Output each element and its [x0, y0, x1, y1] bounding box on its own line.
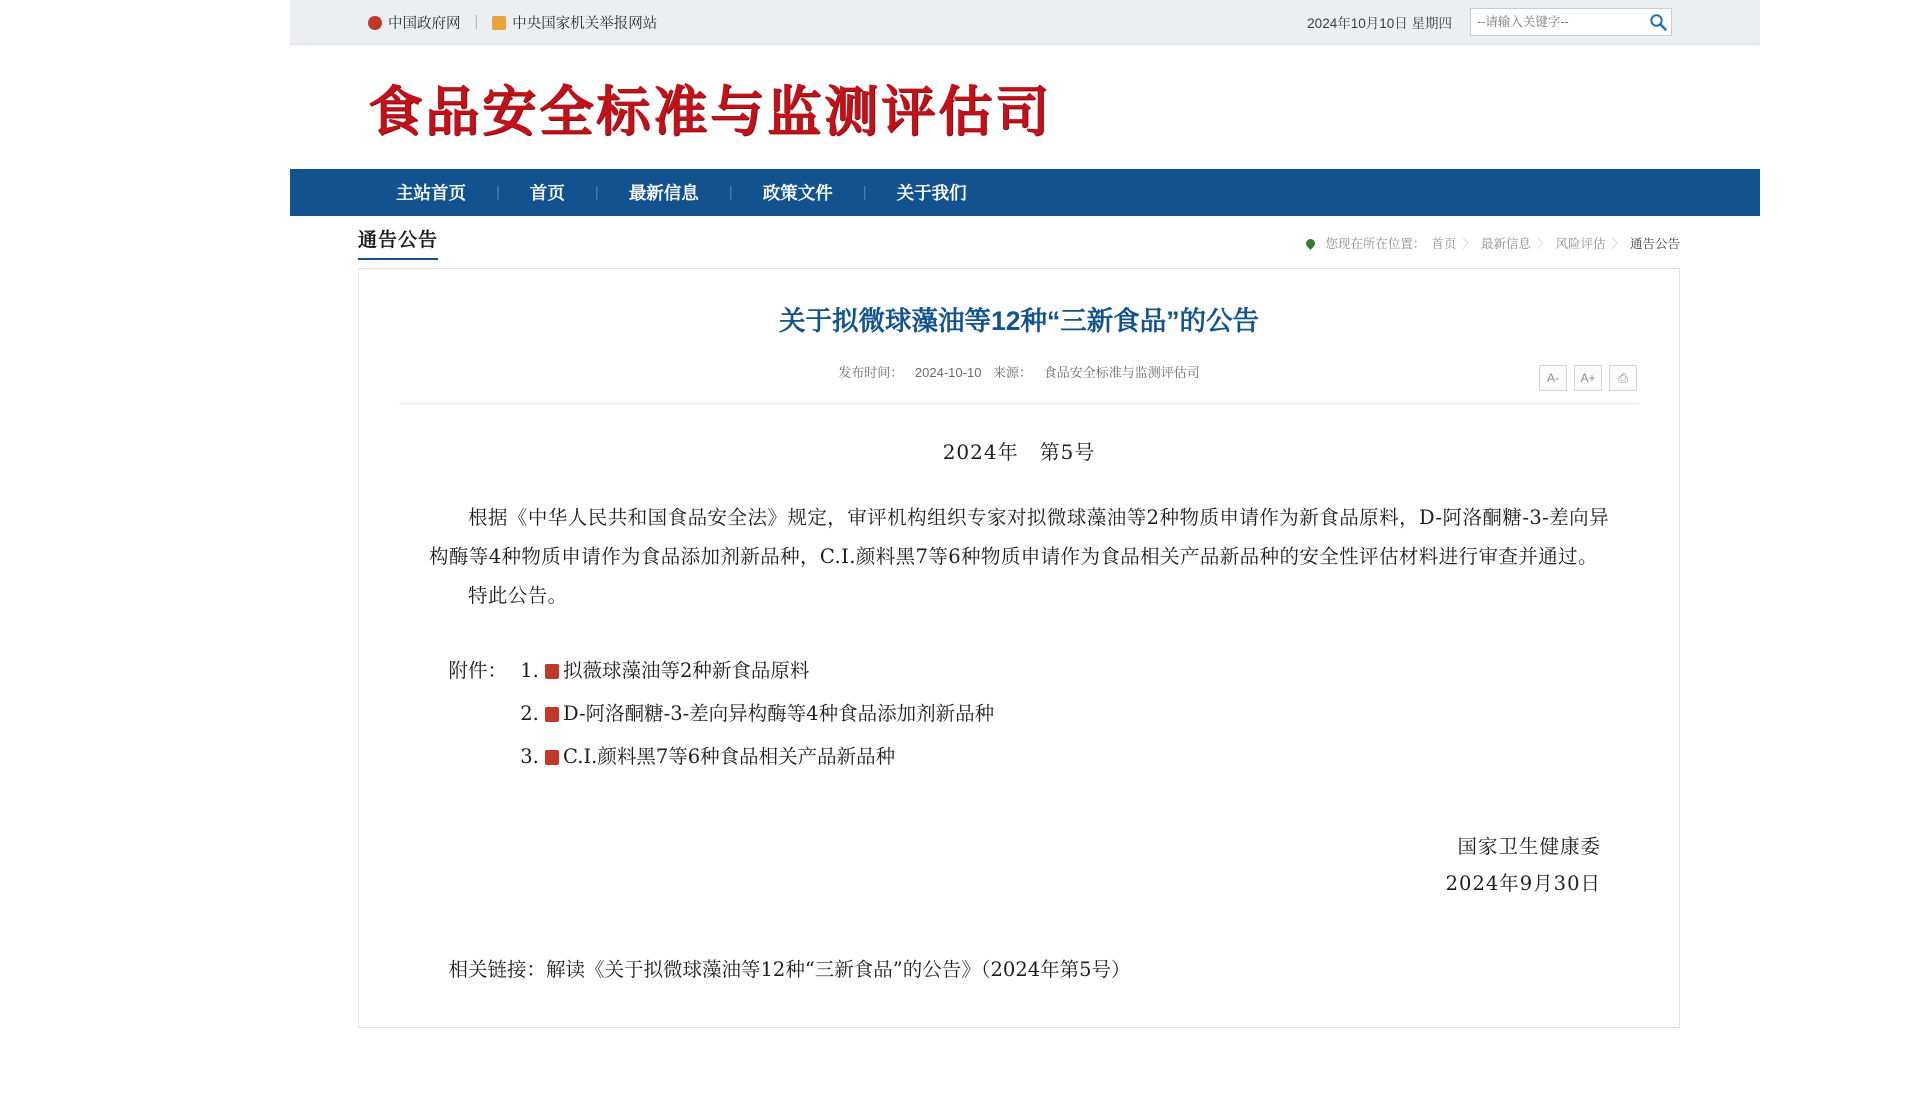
breadcrumb-sep-2: 〉: [1536, 237, 1550, 251]
attachments-label: 附件：: [448, 659, 508, 683]
current-date: 2024年10月10日 星期四: [1307, 16, 1452, 31]
nav-item-about-us[interactable]: 关于我们: [896, 183, 967, 203]
breadcrumb: [1306, 234, 1680, 260]
attachment-item[interactable]: [545, 694, 994, 733]
article-paragraph-1: 根据《中华人民共和国食品安全法》规定，审评机构组织专家对拟微球藻油等2种物质申请作为新食品原料，D-阿洛酮糖-3-差向异构酶等4种物质申请作为食品添加剂新品种，C.I.颜料黑7等6种物质申请作为食品相关产品新品种的安全性评估材料进行审查并通过。: [429, 506, 1609, 569]
breadcrumb-item-home[interactable]: 首页: [1431, 237, 1457, 251]
signature-organization: 国家卫生健康委: [1457, 835, 1601, 859]
link-china-gov[interactable]: [368, 12, 461, 33]
breadcrumb-item-current: 通告公告: [1629, 237, 1680, 251]
source-label: 来源：: [993, 365, 1033, 381]
nav-divider-1: |: [496, 184, 500, 201]
breadcrumb-sep-3: 〉: [1611, 237, 1624, 251]
attachment-item[interactable]: [545, 737, 994, 776]
source-value: 食品安全标准与监测评估司: [1043, 365, 1200, 381]
search-icon: [1648, 12, 1668, 32]
article-divider: [399, 403, 1639, 404]
attachment-link-2[interactable]: D-阿洛酮糖-3-差向异构酶等4种食品添加剂新品种: [563, 702, 995, 726]
article-paragraph-2: 特此公告。: [468, 584, 568, 608]
location-pin-icon: [1305, 237, 1318, 250]
nav-item-policy-docs[interactable]: 政策文件: [762, 183, 833, 203]
document-number: 2024年 第5号: [942, 440, 1096, 465]
breadcrumb-row: [290, 216, 1760, 260]
main-nav: [290, 169, 1760, 216]
breadcrumb-item-latest-info[interactable]: 最新信息: [1480, 237, 1531, 251]
page-gutter-left: [0, 0, 290, 1120]
publish-time-value: 2024-10-10: [914, 365, 982, 381]
search-input[interactable]: [1471, 11, 1644, 33]
font-larger-button[interactable]: A+: [1574, 365, 1602, 391]
breadcrumb-sep-1: 〉: [1462, 237, 1475, 251]
article-title: 关于拟微球藻油等12种“三新食品”的公告: [779, 306, 1259, 336]
article-meta: [393, 362, 1645, 381]
pdf-file-icon: [545, 707, 559, 722]
article-tools: [1539, 365, 1637, 391]
signature-date: 2024年9月30日: [1445, 872, 1601, 896]
nav-item-latest-info[interactable]: 最新信息: [628, 183, 699, 203]
attachments-section: [429, 651, 1609, 780]
attachment-item[interactable]: [545, 651, 994, 690]
topbar-separator: |: [474, 14, 479, 30]
gov-badge-icon: [368, 16, 382, 30]
font-smaller-button[interactable]: A-: [1539, 365, 1567, 391]
search-button[interactable]: [1644, 9, 1671, 35]
nav-divider-2: |: [594, 184, 599, 201]
main-nav-items: [368, 180, 995, 205]
attachment-link-1[interactable]: 拟薇球藻油等2种新食品原料: [563, 659, 810, 683]
search-box[interactable]: [1470, 8, 1672, 36]
related-links-label: 相关链接：: [448, 958, 547, 982]
site-title: 食品安全标准与监测评估司: [368, 79, 1052, 143]
site-banner: [290, 45, 1760, 169]
breadcrumb-prefix: 您现在所在位置：: [1325, 237, 1426, 251]
article-signature: [429, 828, 1609, 902]
attachment-link-3[interactable]: C.I.颜料黑7等6种食品相关产品新品种: [563, 745, 896, 769]
article-body: [393, 432, 1645, 989]
pdf-file-icon: [545, 750, 559, 765]
nav-item-main-site-home[interactable]: 主站首页: [396, 183, 466, 203]
pdf-file-icon: [545, 664, 559, 679]
attachments-list: [507, 651, 994, 780]
related-links-section: [429, 950, 1609, 989]
top-bar-right: [1307, 8, 1672, 36]
page-title: 通告公告: [358, 225, 438, 260]
nav-divider-4: |: [862, 184, 867, 201]
breadcrumb-item-risk-assessment[interactable]: 风险评估: [1555, 237, 1606, 251]
article-card: [358, 268, 1680, 1028]
site-frame: [290, 0, 1760, 1120]
link-report-site[interactable]: [492, 12, 657, 33]
top-bar: [290, 0, 1760, 45]
print-button[interactable]: ⎙: [1609, 365, 1637, 391]
top-bar-links: [368, 12, 657, 33]
nav-item-home[interactable]: 首页: [529, 183, 565, 203]
link-china-gov-label: 中国政府网: [388, 15, 461, 32]
publish-time-label: 发布时间：: [838, 365, 904, 381]
related-link-interpretation[interactable]: 解读《关于拟微球藻油等12种“三新食品”的公告》（2024年第5号）: [546, 958, 1131, 982]
nav-divider-3: |: [728, 184, 733, 201]
report-badge-icon: [492, 16, 506, 30]
link-report-site-label: 中央国家机关举报网站: [512, 15, 658, 32]
